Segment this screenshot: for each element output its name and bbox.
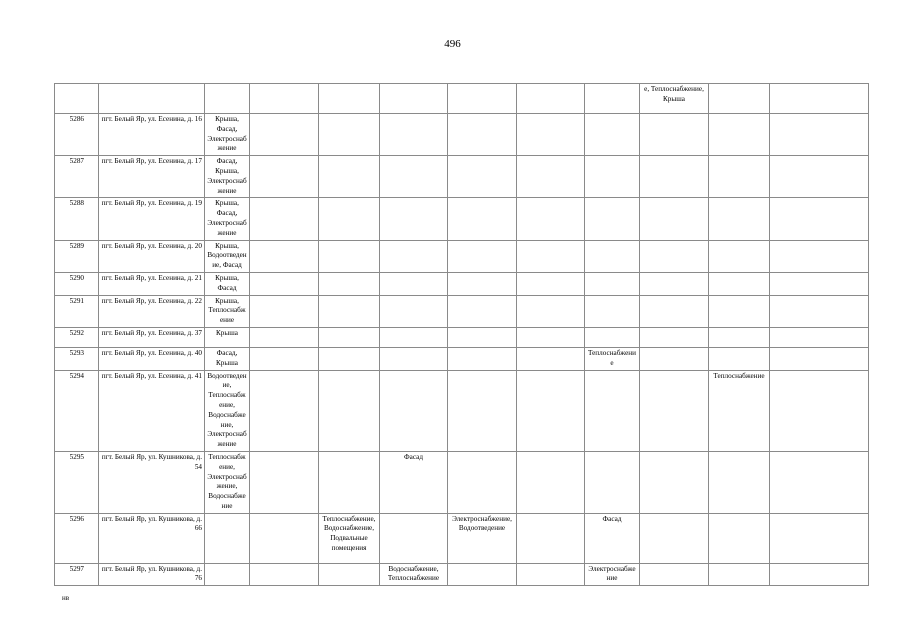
works-cell xyxy=(448,347,517,370)
works-cell: Теплоснабжение xyxy=(585,347,640,370)
works-cell xyxy=(448,156,517,198)
works-cell xyxy=(319,347,380,370)
works-cell xyxy=(770,451,869,513)
works-cell xyxy=(585,295,640,327)
works-cell xyxy=(380,295,448,327)
row-number-cell xyxy=(55,84,99,114)
works-cell xyxy=(770,272,869,295)
row-number-cell: 5292 xyxy=(55,327,99,347)
works-cell xyxy=(205,84,250,114)
works-cell xyxy=(517,114,585,156)
works-cell xyxy=(448,272,517,295)
works-cell xyxy=(709,240,770,272)
works-cell: Теплоснабжение, Электроснабжение, Водоснабжение xyxy=(205,451,250,513)
works-cell xyxy=(517,563,585,586)
works-cell xyxy=(585,114,640,156)
works-cell xyxy=(640,370,709,451)
works-cell xyxy=(585,327,640,347)
works-cell xyxy=(319,370,380,451)
row-number-cell: 5297 xyxy=(55,563,99,586)
works-cell xyxy=(770,370,869,451)
works-cell xyxy=(517,513,585,563)
works-cell xyxy=(250,114,319,156)
row-number-cell: 5291 xyxy=(55,295,99,327)
works-cell xyxy=(448,451,517,513)
works-cell xyxy=(250,84,319,114)
works-cell xyxy=(709,84,770,114)
works-cell xyxy=(448,327,517,347)
table-row xyxy=(55,240,869,272)
works-cell xyxy=(640,114,709,156)
works-cell xyxy=(319,198,380,240)
works-cell xyxy=(709,295,770,327)
table-row xyxy=(55,513,869,563)
works-cell xyxy=(380,156,448,198)
table-row xyxy=(55,370,869,451)
works-cell: Водоотведение, Теплоснабжение, Водоснабжение, Электроснабжение xyxy=(205,370,250,451)
works-cell xyxy=(640,272,709,295)
works-cell: Фасад xyxy=(380,451,448,513)
row-number-cell: 5288 xyxy=(55,198,99,240)
address-cell xyxy=(99,84,205,114)
works-cell xyxy=(380,240,448,272)
works-cell xyxy=(448,198,517,240)
repair-schedule-table xyxy=(54,83,869,586)
address-cell: пгт. Белый Яр, ул. Есенина, д. 20 xyxy=(99,240,205,272)
works-cell xyxy=(770,563,869,586)
works-cell xyxy=(448,295,517,327)
row-number-cell: 5286 xyxy=(55,114,99,156)
works-cell xyxy=(380,513,448,563)
works-cell xyxy=(380,347,448,370)
works-cell: Крыша, Фасад xyxy=(205,272,250,295)
works-cell xyxy=(585,240,640,272)
address-cell: пгт. Белый Яр, ул. Есенина, д. 37 xyxy=(99,327,205,347)
table-row xyxy=(55,295,869,327)
works-cell xyxy=(709,347,770,370)
works-cell xyxy=(250,513,319,563)
works-cell: Крыша, Теплоснабжение xyxy=(205,295,250,327)
works-cell xyxy=(770,114,869,156)
works-cell xyxy=(640,513,709,563)
works-cell xyxy=(250,295,319,327)
works-cell xyxy=(585,198,640,240)
works-cell xyxy=(709,198,770,240)
works-cell xyxy=(319,295,380,327)
works-cell: Электроснабжение xyxy=(585,563,640,586)
works-cell xyxy=(517,347,585,370)
works-cell: е, Теплоснабжение, Крыша xyxy=(640,84,709,114)
works-cell xyxy=(380,272,448,295)
works-cell xyxy=(640,295,709,327)
works-cell xyxy=(250,327,319,347)
row-number-cell: 5289 xyxy=(55,240,99,272)
works-cell xyxy=(517,327,585,347)
works-cell: Крыша, Фасад, Электроснабжение xyxy=(205,198,250,240)
works-cell xyxy=(319,156,380,198)
row-number-cell: 5293 xyxy=(55,347,99,370)
works-cell xyxy=(517,451,585,513)
works-cell xyxy=(250,563,319,586)
works-cell: Теплоснабжение xyxy=(709,370,770,451)
works-cell xyxy=(517,84,585,114)
works-cell xyxy=(640,198,709,240)
works-cell xyxy=(250,156,319,198)
works-cell: Электроснабжение, Водоотведение xyxy=(448,513,517,563)
works-cell xyxy=(770,347,869,370)
works-cell xyxy=(640,451,709,513)
works-cell xyxy=(517,295,585,327)
address-cell: пгт. Белый Яр, ул. Есенина, д. 19 xyxy=(99,198,205,240)
works-cell xyxy=(640,563,709,586)
works-cell: Фасад xyxy=(585,513,640,563)
works-cell xyxy=(709,327,770,347)
works-cell xyxy=(517,156,585,198)
row-number-cell: 5294 xyxy=(55,370,99,451)
address-cell: пгт. Белый Яр, ул. Есенина, д. 41 xyxy=(99,370,205,451)
works-cell xyxy=(380,370,448,451)
works-cell xyxy=(709,513,770,563)
works-cell: Фасад, Крыша, Электроснабжение xyxy=(205,156,250,198)
works-cell xyxy=(380,84,448,114)
table-row xyxy=(55,347,869,370)
works-cell xyxy=(250,198,319,240)
works-cell xyxy=(448,370,517,451)
footer-mark: нв xyxy=(62,594,70,602)
works-cell xyxy=(770,84,869,114)
works-cell xyxy=(709,114,770,156)
works-cell xyxy=(448,240,517,272)
works-cell xyxy=(319,327,380,347)
table-row xyxy=(55,451,869,513)
works-cell xyxy=(640,347,709,370)
address-cell: пгт. Белый Яр, ул. Есенина, д. 17 xyxy=(99,156,205,198)
works-cell xyxy=(770,156,869,198)
works-cell xyxy=(770,327,869,347)
works-cell xyxy=(709,156,770,198)
table-row xyxy=(55,114,869,156)
works-cell xyxy=(250,370,319,451)
table-row xyxy=(55,272,869,295)
works-cell xyxy=(250,240,319,272)
works-cell xyxy=(205,513,250,563)
address-cell: пгт. Белый Яр, ул. Есенина, д. 40 xyxy=(99,347,205,370)
works-cell xyxy=(380,327,448,347)
works-cell xyxy=(709,451,770,513)
table-row xyxy=(55,156,869,198)
works-cell xyxy=(250,347,319,370)
address-cell: пгт. Белый Яр, ул. Есенина, д. 16 xyxy=(99,114,205,156)
works-cell xyxy=(319,84,380,114)
address-cell: пгт. Белый Яр, ул. Есенина, д. 21 xyxy=(99,272,205,295)
works-cell xyxy=(319,563,380,586)
works-cell xyxy=(448,114,517,156)
works-cell xyxy=(319,114,380,156)
works-cell xyxy=(709,563,770,586)
works-cell xyxy=(640,240,709,272)
address-cell: пгт. Белый Яр, ул. Кушникова, д. 76 xyxy=(99,563,205,586)
table-row xyxy=(55,563,869,586)
works-cell: Фасад, Крыша xyxy=(205,347,250,370)
address-cell: пгт. Белый Яр, ул. Кушникова, д. 66 xyxy=(99,513,205,563)
works-cell xyxy=(640,156,709,198)
row-number-cell: 5290 xyxy=(55,272,99,295)
works-cell xyxy=(585,370,640,451)
works-cell xyxy=(319,451,380,513)
works-cell xyxy=(205,563,250,586)
works-cell xyxy=(770,240,869,272)
works-cell xyxy=(770,295,869,327)
works-cell xyxy=(585,272,640,295)
address-cell: пгт. Белый Яр, ул. Есенина, д. 22 xyxy=(99,295,205,327)
works-cell xyxy=(517,370,585,451)
page-number: 496 xyxy=(444,38,461,50)
works-cell xyxy=(585,156,640,198)
row-number-cell: 5295 xyxy=(55,451,99,513)
works-cell xyxy=(448,563,517,586)
works-cell: Крыша, Фасад, Электроснабжение xyxy=(205,114,250,156)
works-cell xyxy=(770,198,869,240)
table-row xyxy=(55,327,869,347)
address-cell: пгт. Белый Яр, ул. Кушникова, д. 54 xyxy=(99,451,205,513)
works-cell xyxy=(380,114,448,156)
works-cell xyxy=(448,84,517,114)
works-cell xyxy=(380,198,448,240)
works-cell xyxy=(640,327,709,347)
works-cell xyxy=(250,272,319,295)
works-cell xyxy=(517,198,585,240)
works-cell: Крыша xyxy=(205,327,250,347)
table-row xyxy=(55,84,869,114)
works-cell xyxy=(517,272,585,295)
works-cell xyxy=(517,240,585,272)
works-cell: Крыша, Водоотведение, Фасад xyxy=(205,240,250,272)
works-cell xyxy=(250,451,319,513)
works-cell xyxy=(319,240,380,272)
works-cell xyxy=(585,451,640,513)
works-cell xyxy=(709,272,770,295)
works-cell xyxy=(319,272,380,295)
works-cell xyxy=(770,513,869,563)
row-number-cell: 5287 xyxy=(55,156,99,198)
works-cell: Водоснабжение, Теплоснабжение xyxy=(380,563,448,586)
table-row xyxy=(55,198,869,240)
works-cell xyxy=(585,84,640,114)
row-number-cell: 5296 xyxy=(55,513,99,563)
works-cell: Теплоснабжение, Водоснабжение, Подвальные помещения xyxy=(319,513,380,563)
